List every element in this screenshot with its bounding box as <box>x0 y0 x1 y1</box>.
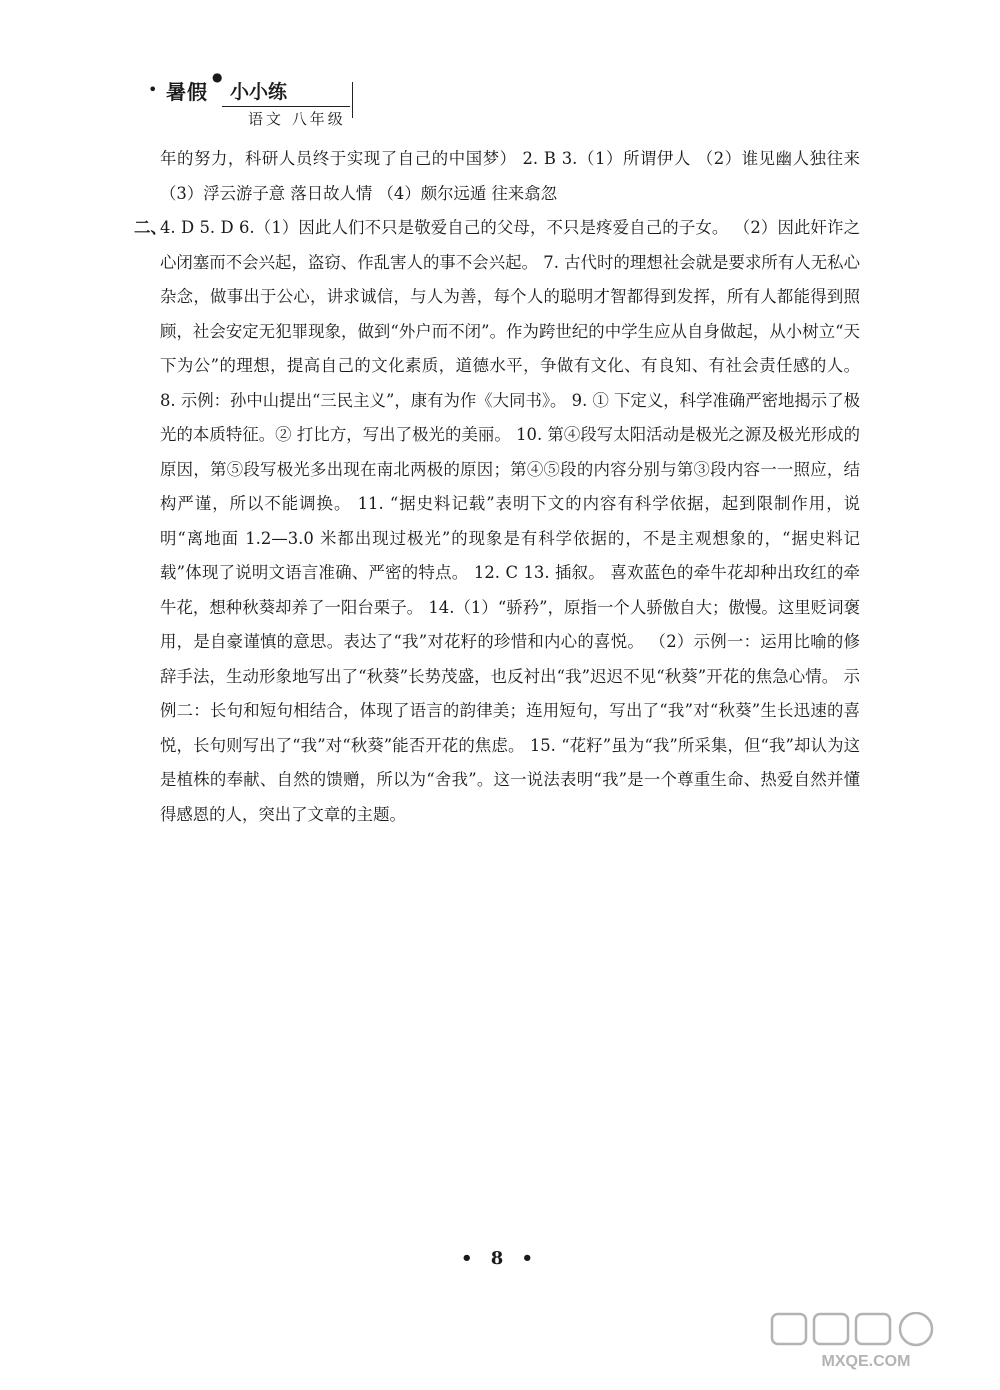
watermark-logo-graphic <box>766 1312 966 1372</box>
section-number: 二、 <box>134 218 167 237</box>
series-mark: ● <box>212 70 223 84</box>
watermark-text: MXQE.COM <box>821 1353 911 1370</box>
section-two <box>134 211 860 832</box>
subject-grade: 语文 八年级 <box>248 110 346 128</box>
brand-title: 小小练 <box>230 81 288 103</box>
answer-text <box>134 142 860 832</box>
series-title: 暑假 <box>166 80 208 104</box>
header-bullet: • <box>148 80 158 99</box>
header-rule <box>222 106 350 107</box>
answer-paragraph-2: 4. D 5. D 6.（1）因此人们不只是敬爱自己的父母，不只是疼爱自己的子女。 （2）因此奸诈之心闭塞而不会兴起，盗窃、作乱害人的事不会兴起。 7. 古代时的理想社会就是要求所有人无私心杂念，做事出于公心，讲求诚信，与人为善，每个人的聪明才智都得到发挥，所有人都能得到照顾，社会安定无犯罪现象，做到“外户而不闭”。作为跨世纪的中学生应从自身做起，从小树立“天下为公”的理想，提高自己的文化素质，道德水平，争做有文化、有良知、有社会责任感的人。 8. 示例：孙中山提出“三民主义”，康有为作《大同书》。 9. ① 下定义，科学准确严密地揭示了极光的本质特征。② 打比方，写出了极光的美丽。 10. 第④段写太阳活动是极光之源及极光形成的原因，第⑤段写极光多出现在南北两极的原因；第④⑤段的内容分别与第③段内容一一照应，结构严谨，所以不能调换。 11. “据史料记载”表明下文的内容有科学依据，起到限制作用，说明“离地面 1.2—3.0 米都出现过极光”的现象是有科学依据的，不是主观想象的，“据史料记载”体现了说明文语言准确、严密的特点。 12. C 13. 插叙。 喜欢蓝色的牵牛花却种出玫红的牵牛花，想种秋葵却养了一阳台栗子。 14.（1）“骄矜”，原指一个人骄傲自大；傲慢。这里贬词褒用，是自豪谨慎的意思。表达了“我”对花籽的珍惜和内心的喜悦。 （2）示例一：运用比喻的修辞手法，生动形象地写出了“秋葵”长势茂盛，也反衬出“我”迟迟不见“秋葵”开花的焦急心情。 示例二：长句和短句相结合，体现了语言的韵律美；连用短句，写出了“我”对“秋葵”生长迅速的喜悦，长句则写出了“我”对“秋葵”能否开花的焦虑。 15. “花籽”虽为“我”所采集，但“我”却认为这是植株的奉献、自然的馈赠，所以为“舍我”。这一说法表明“我”是一个尊重生命、热爱自然并懂得感恩的人，突出了文章的主题。 <box>160 218 860 824</box>
answer-paragraph-1: 年的努力，科研人员终于实现了自己的中国梦） 2. B 3.（1）所谓伊人 （2）谁见幽人独往来 （3）浮云游子意 落日故人情 （4）颇尔远遁 往来翕忽 <box>160 149 860 203</box>
site-watermark-logo <box>766 1312 966 1372</box>
running-header <box>140 70 370 128</box>
header-divider <box>352 82 353 118</box>
page-number: • 8 • <box>460 1248 540 1269</box>
